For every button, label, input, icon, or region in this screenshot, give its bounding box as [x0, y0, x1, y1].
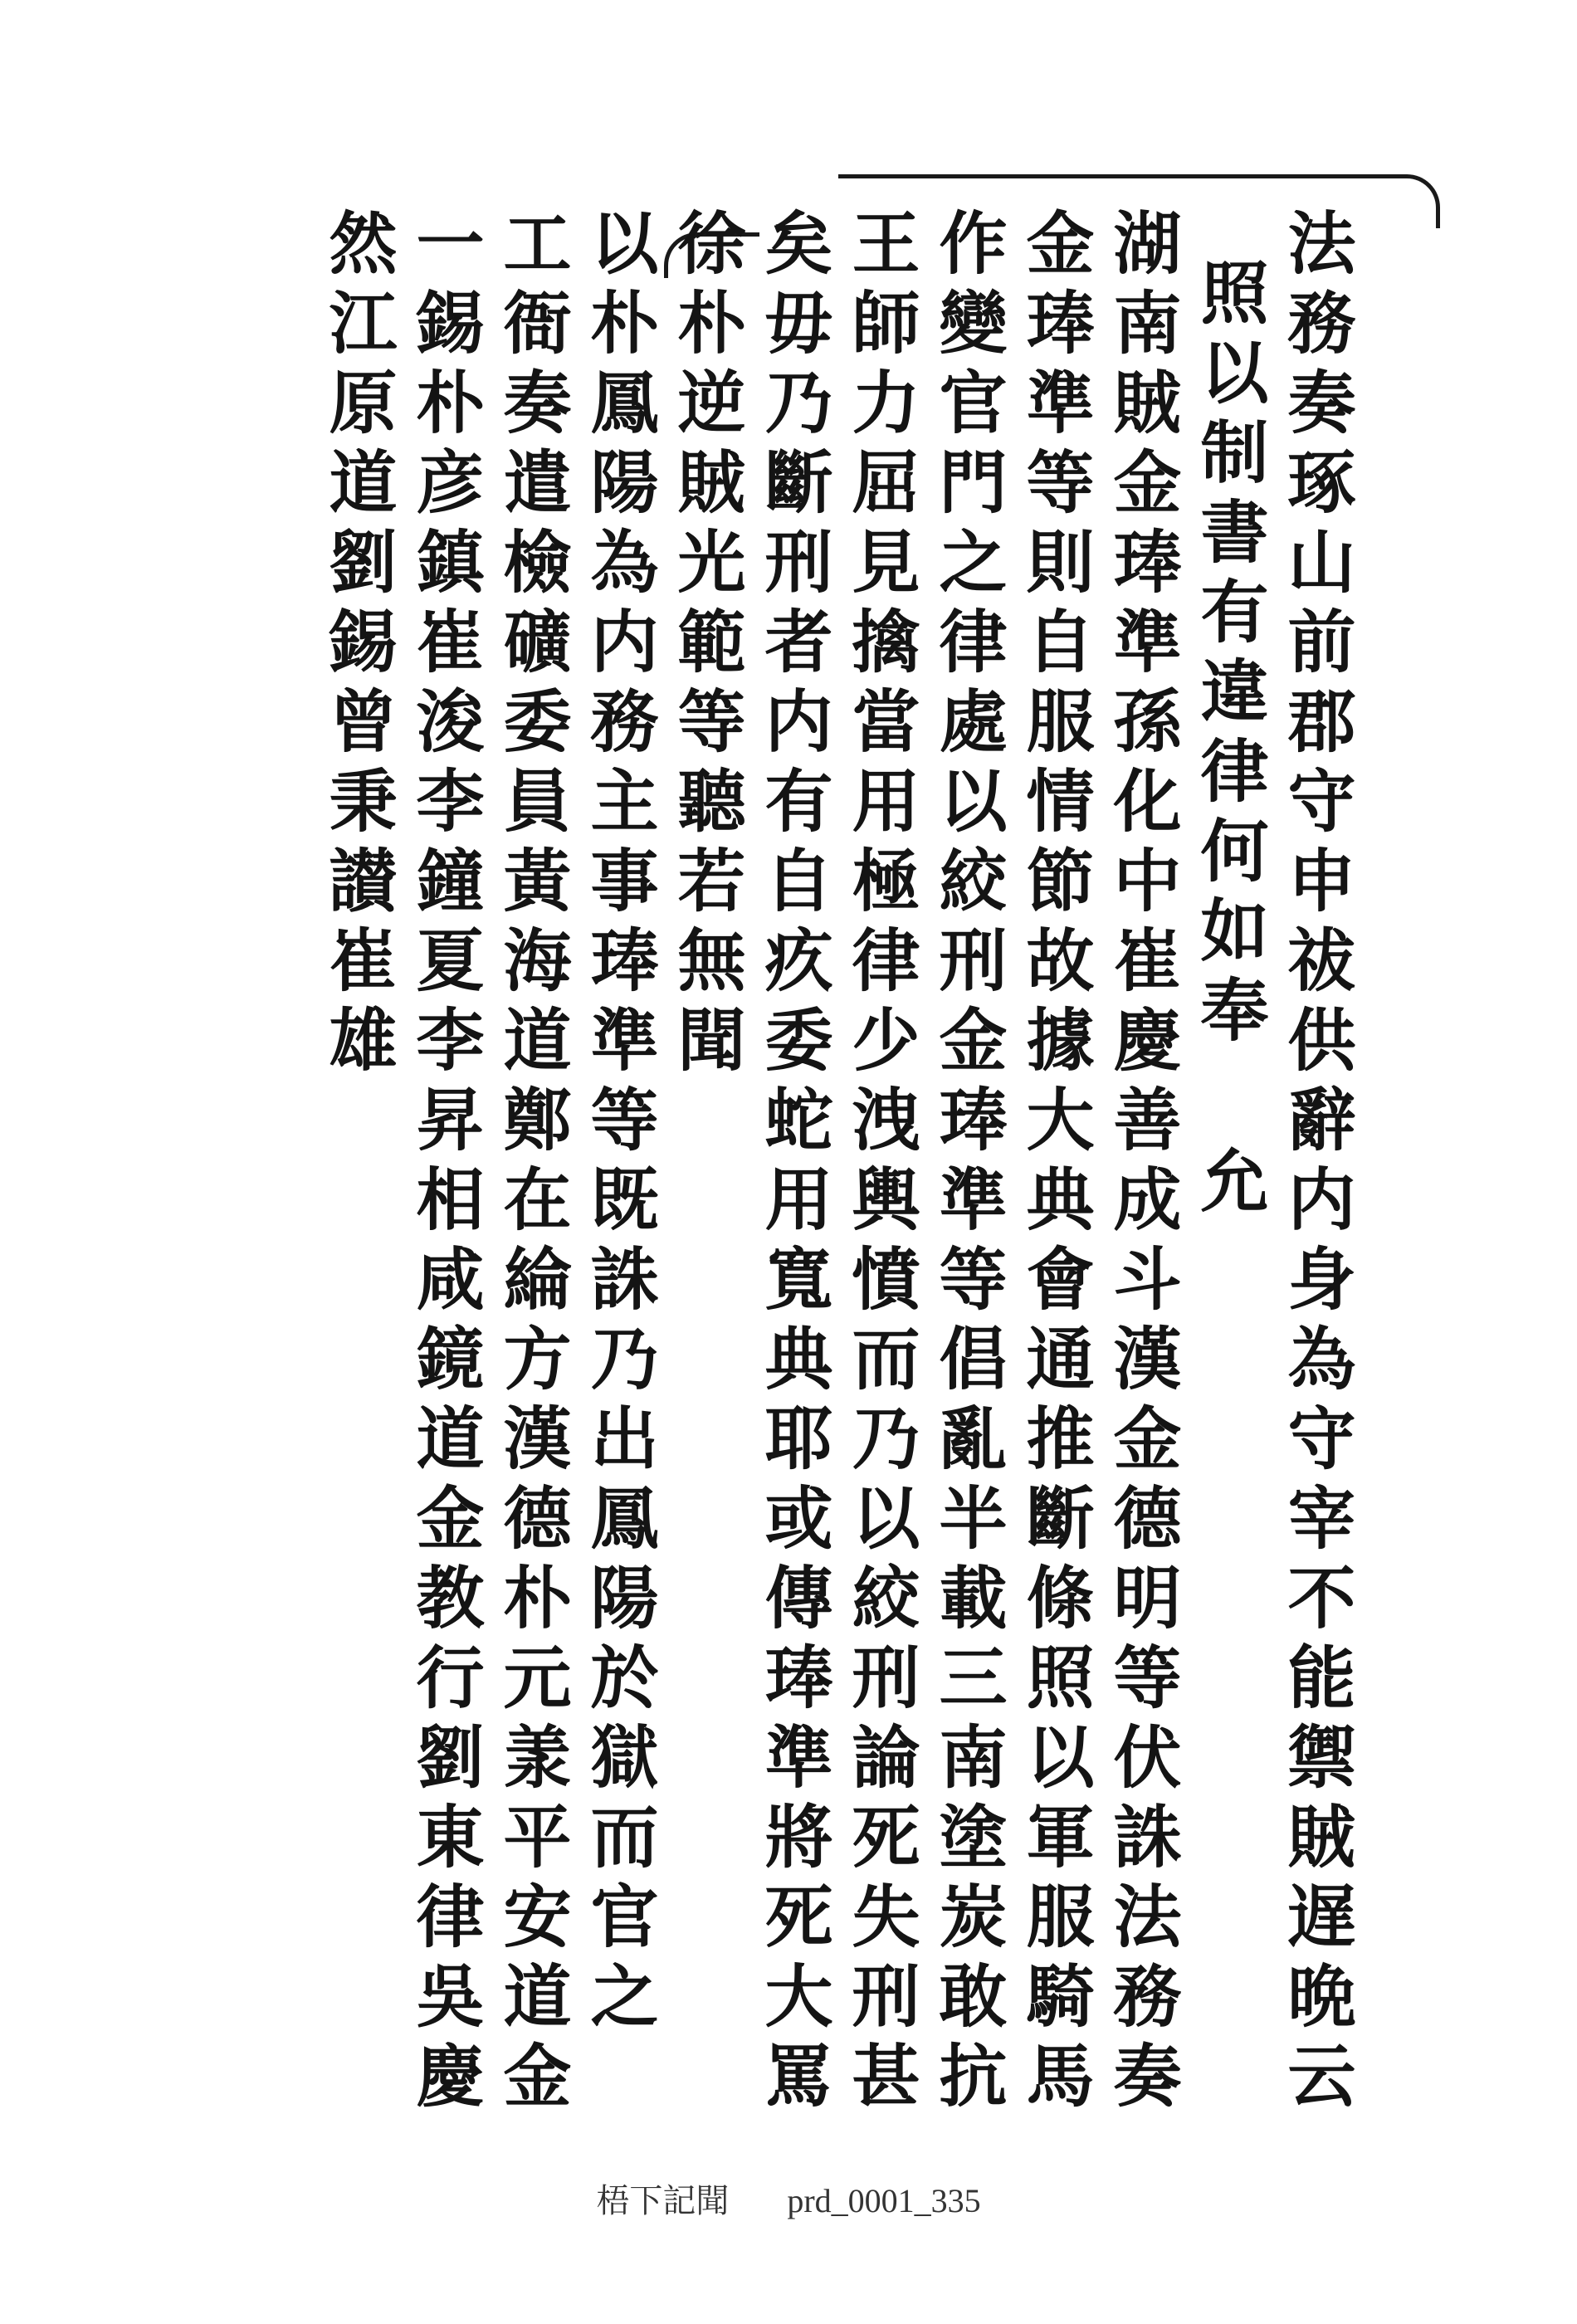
text-column-1: 法務奏琢山前郡守申祓供辭内身為守宰不能禦賊遅晩云: [1277, 208, 1356, 2120]
page-footer: [0, 2175, 1577, 2222]
text-column-6: 王師力屈見擒當用極律少洩輿憤而乃以絞刑論死失刑甚: [841, 208, 920, 2120]
text-column-7: 矣毋乃斷刑者内有自疚委蛇用寬典耶或傳琫準將死大罵: [754, 208, 833, 2120]
text-column-8: 徐朴逆賊光範等聽若無聞: [666, 208, 746, 1084]
vertical-text-block: [274, 208, 1356, 2120]
text-column-11: 一錫朴彦鎮崔浚李鐘夏李昇相咸鏡道金教行劉東律吳慶: [405, 208, 485, 2120]
footer-title: 梧下記聞: [596, 2182, 730, 2219]
text-column-9: 以朴鳳陽為内務主事琫準等既誅乃出鳳陽於獄而官之: [579, 208, 659, 2040]
text-column-10: 工衙奏遣檢礦委員黃海道鄭在綸方漢德朴元羕平安道金: [492, 208, 572, 2120]
footer-page-id: prd_0001_335: [787, 2182, 981, 2219]
text-column-5: 作變官門之律處以絞刑金琫準等倡亂半載三南塗炭敢抗: [928, 208, 1008, 2120]
text-column-2: 照以制書有違律何如奉 允: [1189, 257, 1269, 1225]
text-column-3: 湖南賊金琫準孫化中崔慶善成斗漢金德明等伏誅法務奏: [1102, 208, 1182, 2120]
text-column-12: 然江原道劉錫曾秉讃崔雄: [318, 208, 398, 1084]
text-column-4: 金琫準等則自服情節故據大典會通推斷條照以軍服騎馬: [1015, 208, 1095, 2120]
